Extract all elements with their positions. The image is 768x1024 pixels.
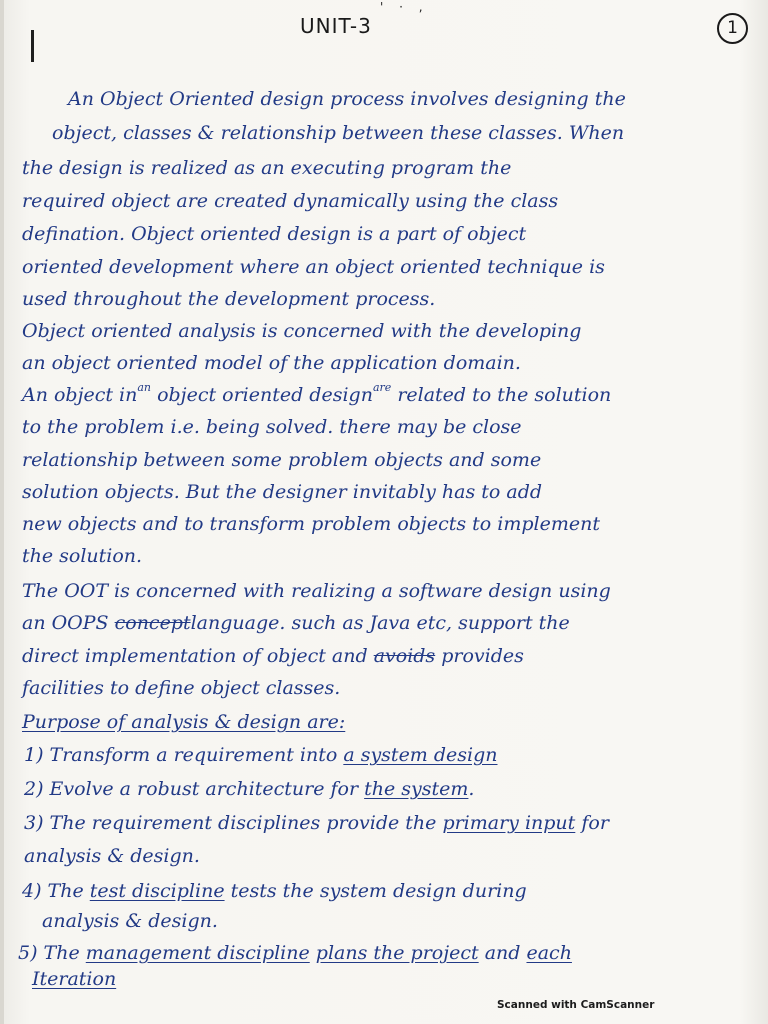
scribble-marks: ' · , [380,0,429,14]
text-fragment: 4) The [22,880,84,902]
text-fragment: an OOPS [22,612,109,634]
underlined-phrase: a system design [343,744,498,766]
text-line: new objects and to transform problem objects to implement [22,513,600,535]
text-fragment: language. such as Java etc, support the [190,612,570,634]
underlined-phrase: test discipline [89,880,225,902]
text-fragment: object oriented design [157,384,373,406]
text-fragment: related to the solution [397,384,612,406]
underlined-phrase: management discipline [85,942,310,964]
text-fragment: 3) The requirement disciplines provide the [24,812,437,834]
text-fragment: An object in [22,384,138,406]
text-line: object, classes & relationship between these classes. When [52,122,625,144]
list-item [0,812,768,834]
struck-word: avoids [373,645,436,667]
text-line: defination. Object oriented design is a part of object [22,223,527,245]
text-line [0,381,768,406]
text-line: the solution. [22,545,143,567]
text-line: an object oriented model of the application domain. [22,352,521,374]
struck-word: concept [114,612,191,634]
underlined-phrase: the system [364,778,469,800]
text-fragment: 5) The [18,942,80,964]
page-number: 1 [717,13,748,44]
text-line: solution objects. But the designer invitably has to add [22,481,543,503]
inserted-word: an [137,381,152,394]
text-line: relationship between some problem objects and some [22,449,542,471]
text-line: Object oriented analysis is concerned with the developing [22,320,582,342]
text-line: The OOT is concerned with realizing a software design using [22,580,611,602]
text-fragment: direct implementation of object and [22,645,368,667]
text-line: the design is realized as an executing program the [22,157,512,179]
text-line: An Object Oriented design process involves designing the [68,88,626,110]
text-fragment: for [581,812,609,834]
text-line: oriented development where an object oriented technique is [22,256,605,278]
unit-title: UNIT-3 [300,14,372,38]
text-line: to the problem i.e. being solved. there may be close [22,416,522,438]
inserted-word: are [372,381,392,394]
list-item: 2) Evolve a robust architecture for the system. [24,778,475,800]
page-edge [0,0,4,1024]
list-item-continuation: Iteration [32,968,117,990]
list-item-continuation: analysis & design. [24,845,200,867]
list-item [0,880,768,902]
underlined-phrase: primary input [442,812,576,834]
list-item [0,744,768,766]
text-fragment: tests the system design during [230,880,527,902]
text-fragment: 2) Evolve a robust architecture for [24,778,359,800]
text-line: used throughout the development process. [22,288,436,310]
underlined-phrase: each [526,942,572,964]
text-fragment: and [484,942,521,964]
text-fragment: 1) Transform a requirement into [24,744,338,766]
text-line [0,645,768,667]
section-heading: Purpose of analysis & design are: [22,711,346,733]
list-item [0,942,768,964]
underlined-phrase: plans the project [315,942,479,964]
margin-mark [31,30,34,62]
list-item-continuation: analysis & design. [42,910,218,932]
text-line: required object are created dynamically using the class [22,190,559,212]
text-fragment: provides [441,645,524,667]
text-line [0,612,768,634]
scanner-watermark: Scanned with CamScanner [497,999,655,1011]
text-line: facilities to define object classes. [22,677,341,699]
